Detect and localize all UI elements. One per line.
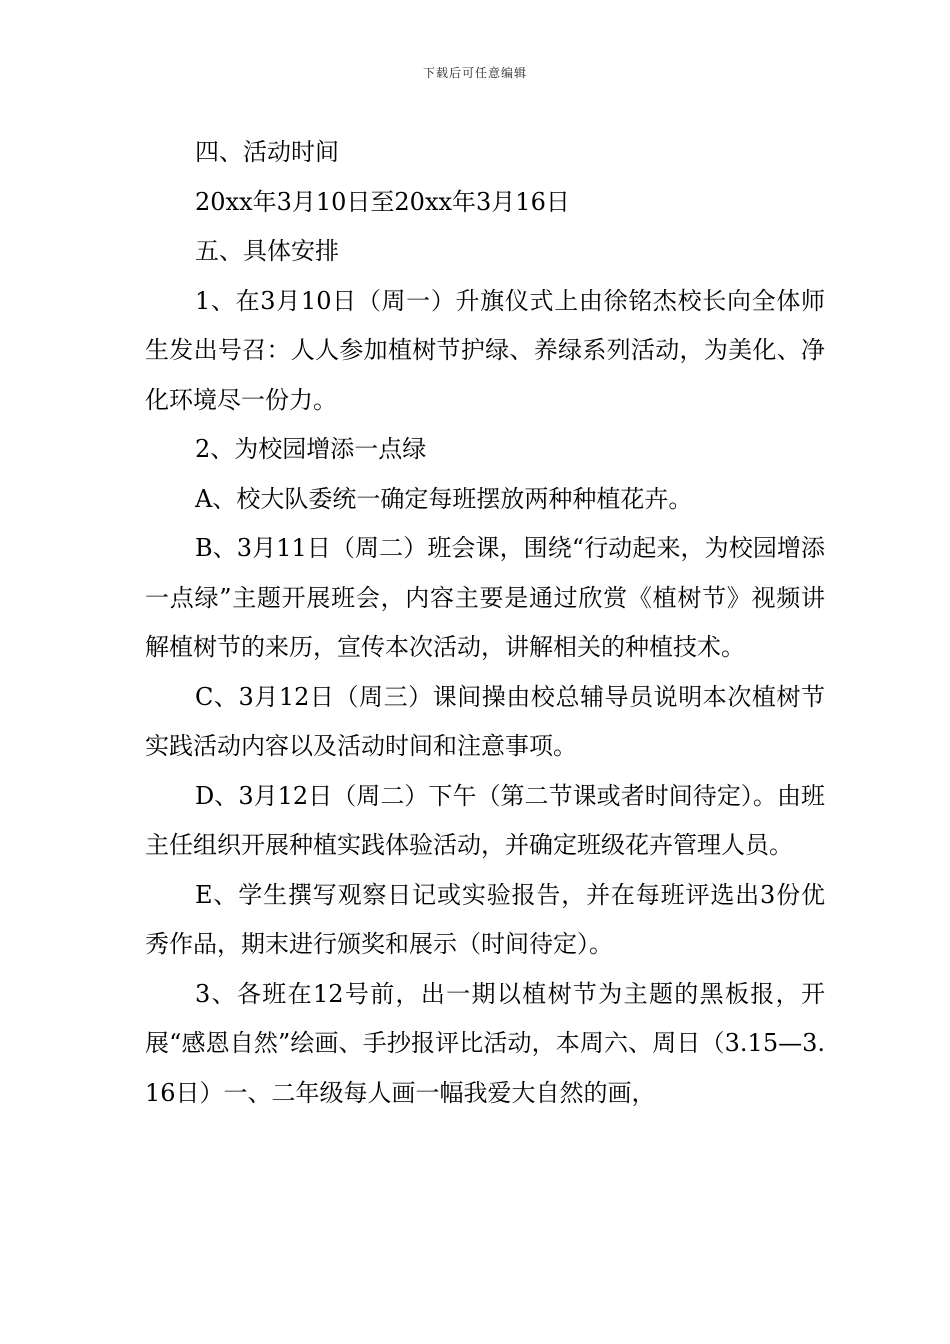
item-2a-paragraph: A、校大队委统一确定每班摆放两种种植花卉。 (195, 484, 693, 513)
item-2c-paragraph: C、3月12日（周三）课间操由校总辅导员说明本次植树节实践活动内容以及活动时间和注意事项。 (145, 682, 825, 760)
item-2-paragraph: 2、为校园增添一点绿 (195, 435, 427, 463)
item-3-paragraph: 3、各班在12号前，出一期以植树节为主题的黑板报，开展“感恩自然”绘画、手抄报评比活动，本周六、周日（3.15—3.16日）一、二年级每人画一幅我爱大自然的画， (145, 979, 825, 1107)
header-note: 下载后可任意编辑 (422, 66, 527, 80)
item-2b-paragraph: B、3月11日（周二）班会课，围绕“行动起来，为校园增添一点绿”主题开展班会，内容主要是通过欣赏《植树节》视频讲解植树节的来历，宣传本次活动，讲解相关的种植技术。 (145, 534, 825, 661)
document-body (145, 128, 825, 1118)
date-range-paragraph: 20xx年3月10日至20xx年3月16日 (195, 187, 570, 216)
item-2e-paragraph: E、学生撰写观察日记或实验报告，并在每班评选出3份优秀作品，期末进行颁奖和展示（时间待定）。 (145, 880, 825, 958)
item-1-paragraph: 1、在3月10日（周一）升旗仪式上由徐铭杰校长向全体师生发出号召：人人参加植树节护绿、养绿系列活动，为美化、净化环境尽一份力。 (145, 286, 825, 414)
section-5-heading: 五、具体安排 (195, 237, 339, 265)
item-2d-paragraph: D、3月12日（周二）下午（第二节课或者时间待定）。由班主任组织开展种植实践体验活动，并确定班级花卉管理人员。 (145, 781, 825, 859)
section-4-heading: 四、活动时间 (195, 138, 339, 166)
